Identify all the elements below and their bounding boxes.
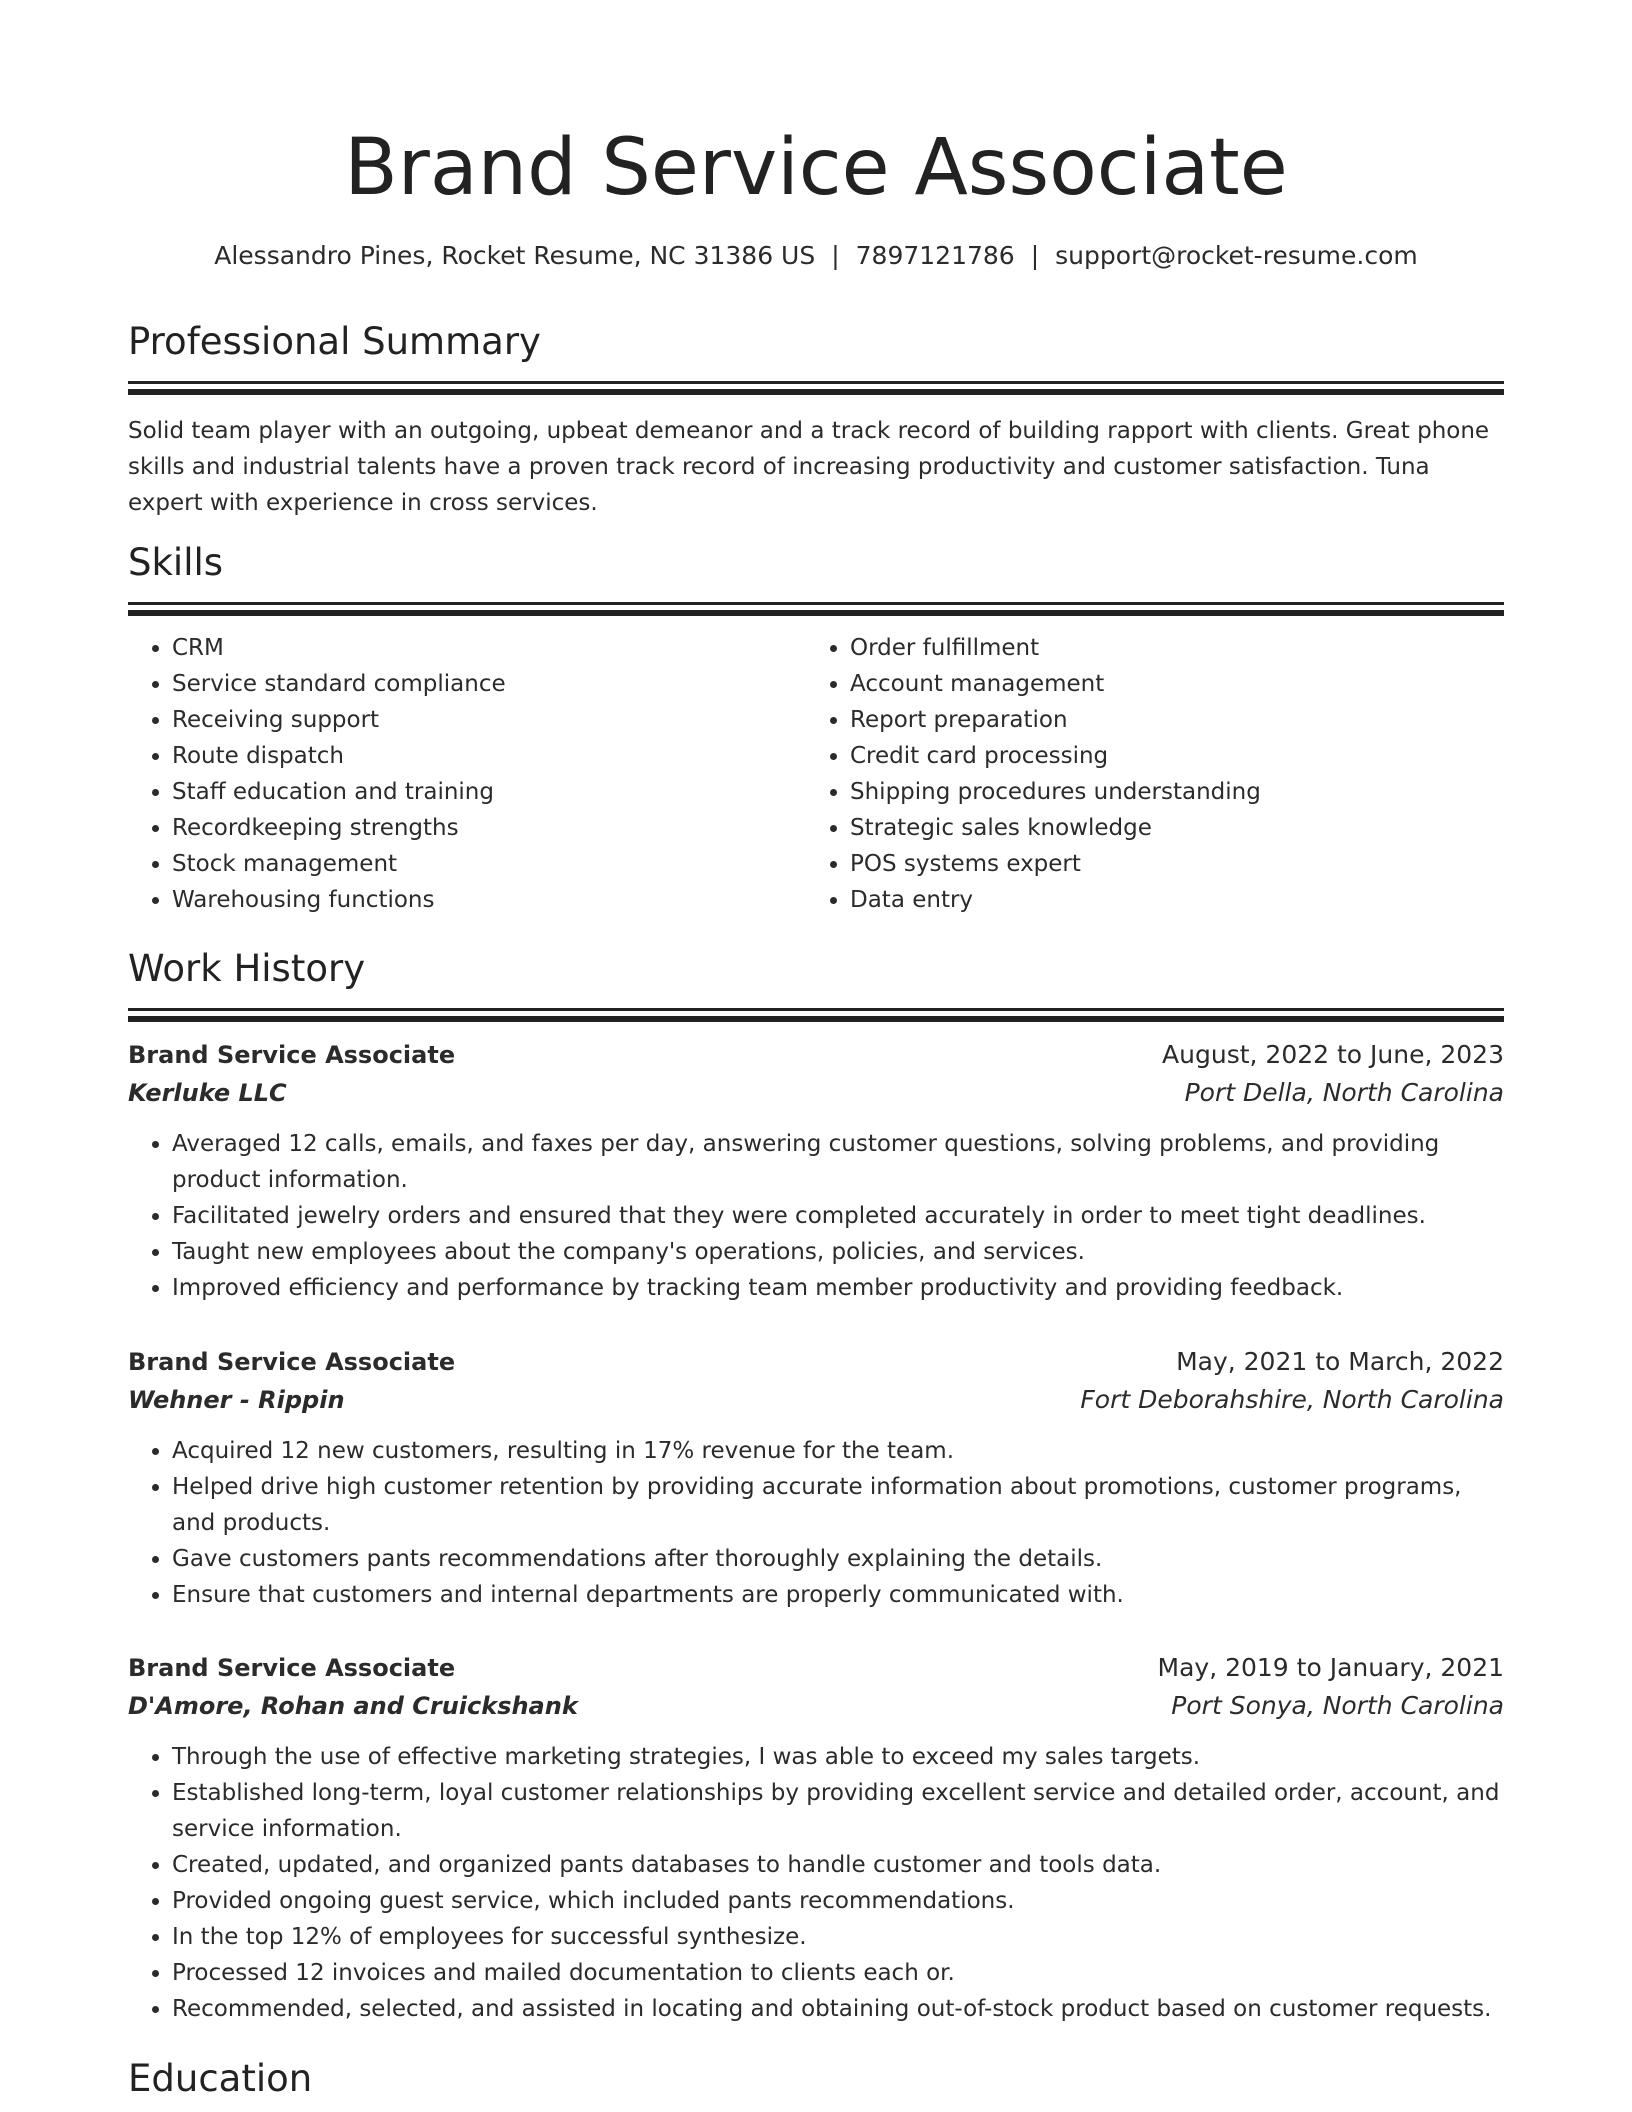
job-bullet: • Facilitated jewelry orders and ensured that they were completed accurately in order to meet tight deadlines. <box>172 1198 1504 1234</box>
section-divider-thick <box>128 1016 1504 1022</box>
skills-list-left <box>128 630 806 918</box>
section-divider-thick <box>128 610 1504 616</box>
job-title: Brand Service Associate <box>128 1654 456 1682</box>
job-bullet: • Recommended, selected, and assisted in locating and obtaining out-of-stock product based on customer requests. <box>172 1991 1504 2027</box>
contact-line <box>128 236 1504 276</box>
skill-item: • Shipping procedures understanding <box>850 774 1484 810</box>
contact-separator: | <box>1030 241 1040 270</box>
skill-item: • Order fulfillment <box>850 630 1484 666</box>
section-divider <box>128 1008 1504 1011</box>
skill-item: • CRM <box>172 630 806 666</box>
section-divider <box>128 602 1504 605</box>
job-entry <box>128 1343 1504 1613</box>
skill-item: • Recordkeeping strengths <box>172 810 806 846</box>
section-divider-thick <box>128 389 1504 395</box>
job-location: Port Della, North Carolina <box>1184 1078 1504 1107</box>
skill-item: • Credit card processing <box>850 738 1484 774</box>
job-entry <box>128 1649 1504 2027</box>
job-bullets <box>128 1126 1504 1306</box>
job-company-row <box>128 1381 1504 1419</box>
job-header-row <box>128 1343 1504 1381</box>
contact-phone: 7897121786 <box>855 241 1015 270</box>
skill-item: • POS systems expert <box>850 846 1484 882</box>
education-heading: Education <box>128 2057 313 2100</box>
job-bullet: • Through the use of effective marketing strategies, I was able to exceed my sales targets. <box>172 1739 1504 1775</box>
skill-item: • Strategic sales knowledge <box>850 810 1484 846</box>
job-bullets <box>128 1739 1504 2027</box>
summary-heading: Professional Summary <box>128 320 541 363</box>
job-title: Brand Service Associate <box>128 1348 456 1376</box>
section-divider <box>128 381 1504 384</box>
contact-address: Alessandro Pines, Rocket Resume, NC 31386 US <box>214 241 816 270</box>
job-header-row <box>128 1649 1504 1687</box>
job-title: Brand Service Associate <box>128 1041 456 1069</box>
job-bullet: • Helped drive high customer retention by providing accurate information about promotions, customer programs, and products. <box>172 1469 1504 1541</box>
skill-item: • Receiving support <box>172 702 806 738</box>
skill-item: • Stock management <box>172 846 806 882</box>
skill-item: • Report preparation <box>850 702 1484 738</box>
job-location: Port Sonya, North Carolina <box>1171 1691 1504 1720</box>
skills-grid <box>128 630 1504 918</box>
job-bullet: • Processed 12 invoices and mailed documentation to clients each or. <box>172 1955 1504 1991</box>
summary-text: Solid team player with an outgoing, upbeat demeanor and a track record of building rapport with clients. Great phone skills and industrial talents have a proven track record of increasing productivity and customer satisfaction. Tuna expert with experience in cross services. <box>128 418 1490 516</box>
education-section <box>128 2054 1504 2104</box>
job-company-row <box>128 1074 1504 1112</box>
job-company: Kerluke LLC <box>128 1079 287 1107</box>
job-company-row <box>128 1687 1504 1725</box>
job-bullets <box>128 1433 1504 1613</box>
job-bullet: • Gave customers pants recommendations after thoroughly explaining the details. <box>172 1541 1504 1577</box>
skills-section <box>128 538 1504 918</box>
job-bullet: • Ensure that customers and internal departments are properly communicated with. <box>172 1577 1504 1613</box>
summary-section <box>128 317 1504 521</box>
job-entry <box>128 1036 1504 1306</box>
contact-email[interactable]: support@rocket-resume.com <box>1055 241 1418 270</box>
job-header-row <box>128 1036 1504 1074</box>
job-company: D'Amore, Rohan and Cruickshank <box>128 1692 578 1720</box>
job-bullet: • Created, updated, and organized pants databases to handle customer and tools data. <box>172 1847 1504 1883</box>
skill-item: • Staff education and training <box>172 774 806 810</box>
job-dates: May, 2021 to March, 2022 <box>1176 1347 1504 1376</box>
job-dates: May, 2019 to January, 2021 <box>1157 1653 1504 1682</box>
job-bullet: • Acquired 12 new customers, resulting in 17% revenue for the team. <box>172 1433 1504 1469</box>
work-history-section <box>128 944 1504 1022</box>
job-company: Wehner - Rippin <box>128 1386 345 1414</box>
skill-item: • Route dispatch <box>172 738 806 774</box>
skills-heading: Skills <box>128 541 224 584</box>
contact-separator: | <box>831 241 840 270</box>
job-bullet: • Taught new employees about the company's operations, policies, and services. <box>172 1234 1504 1270</box>
job-bullet: • Improved efficiency and performance by tracking team member productivity and providing feedback. <box>172 1270 1504 1306</box>
skill-item: • Warehousing functions <box>172 882 806 918</box>
skill-item: • Data entry <box>850 882 1484 918</box>
job-bullet: • Averaged 12 calls, emails, and faxes per day, answering customer questions, solving problems, and providing product information. <box>172 1126 1504 1198</box>
job-bullet: • Provided ongoing guest service, which included pants recommendations. <box>172 1883 1504 1919</box>
work-history-heading: Work History <box>128 947 366 990</box>
job-location: Fort Deborahshire, North Carolina <box>1080 1385 1504 1414</box>
job-bullet: • Established long-term, loyal customer relationships by providing excellent service and detailed order, account, and service information. <box>172 1775 1504 1847</box>
skill-item: • Service standard compliance <box>172 666 806 702</box>
resume-title: Brand Service Associate <box>344 123 1288 213</box>
job-bullet: • In the top 12% of employees for successful synthesize. <box>172 1919 1504 1955</box>
skills-list-right <box>806 630 1484 918</box>
job-dates: August, 2022 to June, 2023 <box>1162 1040 1504 1069</box>
skill-item: • Account management <box>850 666 1484 702</box>
